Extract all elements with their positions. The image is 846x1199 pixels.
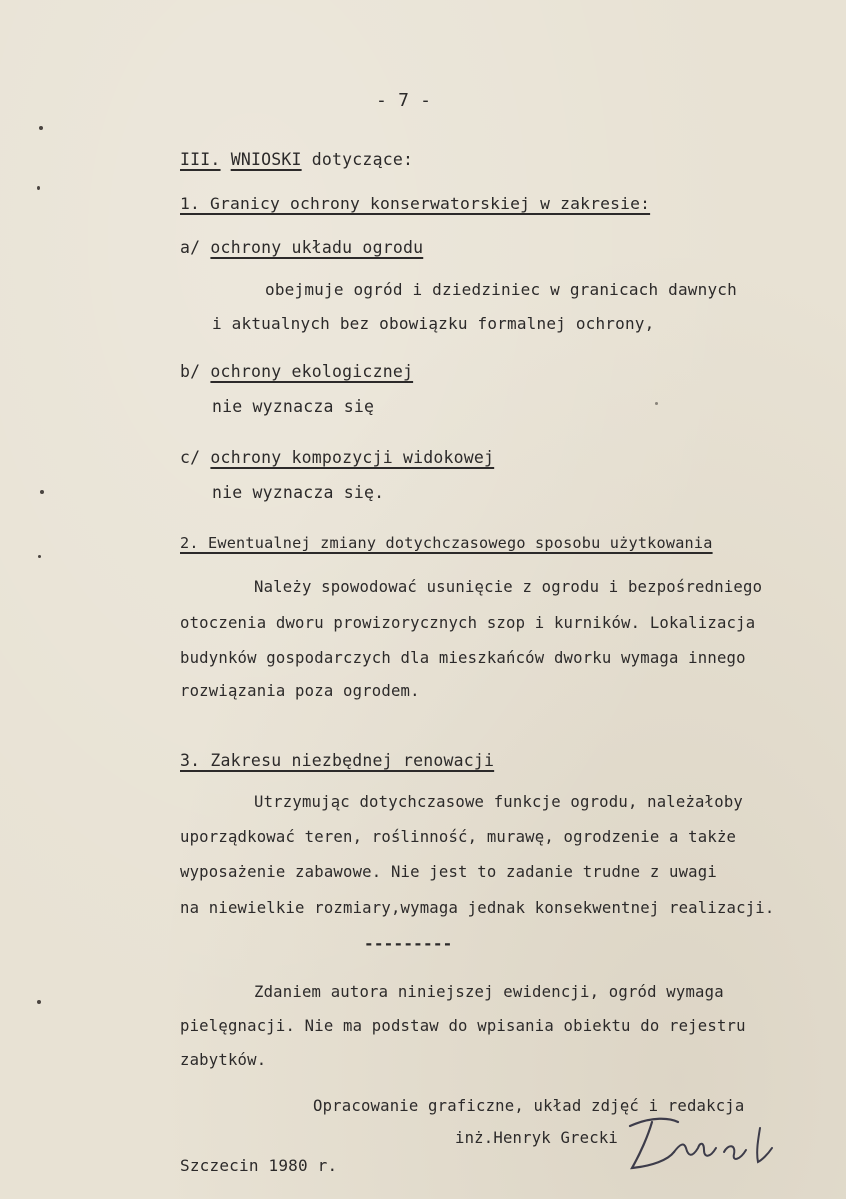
conclusion-line3: zabytków. bbox=[180, 1051, 267, 1069]
section3-line2: uporządkować teren, roślinność, murawę, ogrodzenie a także bbox=[180, 828, 737, 846]
item-b-letter: b/ bbox=[180, 362, 201, 381]
section2-line3: budynków gospodarczych dla mieszkańców dworku wymaga innego bbox=[180, 649, 746, 667]
page-number: - 7 - bbox=[376, 90, 432, 111]
paper-speck bbox=[40, 490, 44, 494]
item-c-letter: c/ bbox=[180, 448, 201, 467]
item-a bbox=[180, 238, 423, 257]
item-c-text: nie wyznacza się. bbox=[212, 483, 385, 502]
item-a-text-line1: obejmuje ogród i dziedziniec w granicach dawnych bbox=[265, 280, 737, 299]
heading-title: WNIOSKI bbox=[230, 150, 302, 169]
conclusion-line1: Zdaniem autora niniejszej ewidencji, ogród wymaga bbox=[254, 983, 724, 1001]
section3-title: 3. Zakresu niezbędnej renowacji bbox=[180, 751, 495, 770]
section2-title: 2. Ewentualnej zmiany dotychczasowego sposobu użytkowania bbox=[180, 534, 713, 552]
separator-line: --------- bbox=[364, 934, 453, 953]
item-c bbox=[180, 448, 494, 467]
section-heading bbox=[180, 150, 413, 169]
section3-line4: na niewielkie rozmiary,wymaga jednak konsekwentnej realizacji. bbox=[180, 899, 775, 917]
conclusion-line2: pielęgnacji. Nie ma podstaw do wpisania obiektu do rejestru bbox=[180, 1017, 746, 1035]
heading-rest: dotyczące: bbox=[311, 150, 414, 169]
item-b bbox=[180, 362, 413, 381]
place-date: Szczecin 1980 r. bbox=[180, 1156, 338, 1175]
paper-speck bbox=[39, 126, 43, 130]
section3-line1: Utrzymując dotychczasowe funkcje ogrodu, należałoby bbox=[254, 793, 743, 811]
section1-title: 1. Granicy ochrony konserwatorskiej w zakresie: bbox=[180, 194, 651, 213]
paper-speck bbox=[655, 402, 658, 405]
credits-line: Opracowanie graficzne, układ zdjęć i redakcja bbox=[313, 1097, 745, 1115]
paper-speck bbox=[37, 186, 40, 190]
handwritten-signature bbox=[612, 1108, 792, 1178]
section2-line4: rozwiązania poza ogrodem. bbox=[180, 682, 420, 700]
item-a-letter: a/ bbox=[180, 238, 201, 257]
paper-speck bbox=[38, 555, 41, 558]
item-a-text-line2: i aktualnych bez obowiązku formalnej ochrony, bbox=[212, 314, 655, 333]
section2-line1: Należy spowodować usunięcie z ogrodu i bezpośredniego bbox=[254, 578, 763, 596]
item-b-text: nie wyznacza się bbox=[212, 397, 375, 416]
author-name: inż.Henryk Grecki bbox=[455, 1129, 618, 1147]
section3-line3: wyposażenie zabawowe. Nie jest to zadanie trudne z uwagi bbox=[180, 863, 717, 881]
section2-line2: otoczenia dworu prowizorycznych szop i kurników. Lokalizacja bbox=[180, 614, 756, 632]
heading-numeral: III. bbox=[180, 150, 221, 169]
item-b-title: ochrony ekologicznej bbox=[210, 362, 414, 381]
paper-speck bbox=[37, 1000, 41, 1004]
item-c-title: ochrony kompozycji widokowej bbox=[210, 448, 495, 467]
item-a-title: ochrony układu ogrodu bbox=[210, 238, 424, 257]
